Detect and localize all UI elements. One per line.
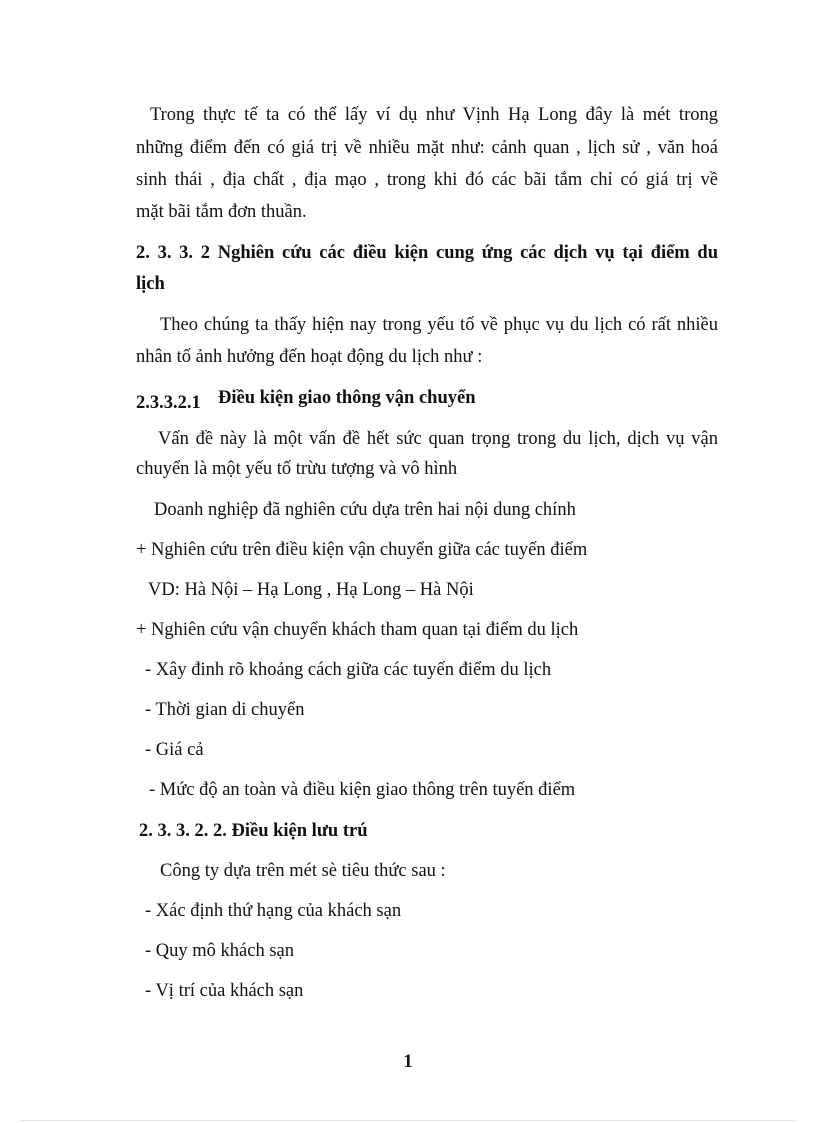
intro-line-3: sinh thái , địa chất , địa mạo , trong khi đó các bãi tắm chỉ có giá trị về [136,170,718,190]
section-23322-intro: Công ty dựa trên mét sè tiêu thức sau : [160,861,446,881]
section-heading-23322: 2. 3. 3. 2. 2. Điều kiện lưu trú [139,821,368,841]
section-23321-para-line-2: chuyển là một yếu tố trừu tượng và vô hình [136,459,458,479]
section-heading-23321 [136,386,718,413]
intro-line-1: Trong thực tế ta có thể lấy ví dụ như Vịnh Hạ Long đây là mét trong [150,105,718,125]
intro-line-2: những điểm đến có giá trị về nhiều mặt như: cảnh quan , lịch sử , văn hoá [136,138,718,158]
page-number: 1 [403,1052,413,1072]
intro-line-4: mặt bãi tắm đơn thuần. [136,202,307,222]
list-item: - Vị trí của khách sạn [145,981,304,1001]
list-item: - Mức độ an toàn và điều kiện giao thông trên tuyến điểm [149,780,576,800]
list-item: - Giá cả [145,740,204,760]
list-item: Doanh nghiệp đã nghiên cứu dựa trên hai nội dung chính [154,500,576,520]
page-bottom-divider [20,1120,796,1121]
section-2332-para-line-2: nhân tố ảnh hưởng đến hoạt động du lịch như : [136,347,483,367]
list-item: - Thời gian di chuyển [145,700,305,720]
section-heading-2332-line-1: 2. 3. 3. 2 Nghiên cứu các điều kiện cung ứng các dịch vụ tại điểm du [136,243,718,263]
section-title-23321: Điều kiện giao thông vận chuyển [218,388,476,408]
section-2332-para-line-1: Theo chúng ta thấy hiện nay trong yếu tố về phục vụ du lịch có rất nhiều [160,315,718,335]
section-heading-2332-line-2: lịch [136,274,165,294]
list-item: + Nghiên cứu trên điều kiện vận chuyển giữa các tuyến điểm [136,540,588,560]
list-item: - Xác định thứ hạng của khách sạn [145,901,402,921]
list-item: - Quy mô khách sạn [145,941,294,961]
list-item: VD: Hà Nội – Hạ Long , Hạ Long – Hà Nội [148,580,474,600]
list-item: - Xây đinh rõ khoảng cách giữa các tuyến điểm du lịch [145,660,552,680]
section-number-23321: 2.3.3.2.1 [136,393,201,413]
section-23321-para-line-1: Vấn đề này là một vấn đề hết sức quan trọng trong du lịch, dịch vụ vận [158,429,718,449]
list-item: + Nghiên cứu vận chuyển khách tham quan tại điểm du lịch [136,620,579,640]
